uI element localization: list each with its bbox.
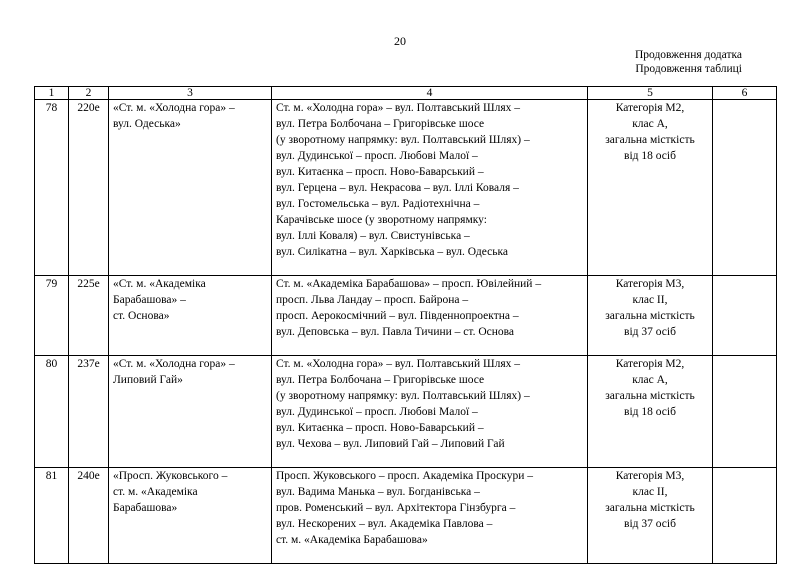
column-header: 5	[588, 87, 713, 100]
route-path-line: (у зворотному напрямку: вул. Полтавський Шлях) –	[276, 390, 530, 402]
table-continuation-label: Продовження таблиці	[635, 63, 742, 75]
route-path-line: вул. Гостомельська – вул. Радіотехнічна –	[276, 198, 480, 210]
route-name-cell	[109, 468, 272, 564]
route-name-cell	[109, 100, 272, 276]
vehicle-category-line: Категорія М2,	[615, 358, 685, 370]
vehicle-category-line: від 37 осіб	[624, 518, 676, 530]
routes-table	[34, 86, 777, 564]
route-path-line: вул. Китаєнка – просп. Ново-Баварський –	[276, 422, 484, 434]
route-path-cell	[272, 468, 588, 564]
route-path-line: вул. Дудинської – просп. Любові Малої –	[276, 406, 478, 418]
route-name-line: ст. м. «Академіка	[113, 486, 198, 498]
route-name-line: вул. Одеська»	[113, 118, 181, 130]
route-path-line: вул. Чехова – вул. Липовий Гай – Липовий Гай	[276, 438, 505, 450]
route-path-line: вул. Петра Болбочана – Григорівське шосе	[276, 118, 485, 130]
vehicle-category-cell	[588, 100, 713, 276]
route-path-line: вул. Силікатна – вул. Харківська – вул. Одеська	[276, 246, 509, 258]
vehicle-category-line: від 37 осіб	[624, 326, 676, 338]
route-name-line: «Ст. м. «Академіка	[113, 278, 206, 290]
vehicle-category-line: клас II,	[632, 294, 668, 306]
table-row	[35, 356, 777, 468]
route-number-cell: 225е	[69, 276, 109, 356]
table-header-row	[35, 87, 777, 100]
vehicle-category-cell	[588, 356, 713, 468]
column-header: 1	[35, 87, 69, 100]
note-cell	[713, 468, 777, 564]
row-number-cell: 80	[35, 356, 69, 468]
note-cell	[713, 356, 777, 468]
route-path-line: Ст. м. «Академіка Барабашова» – просп. Ювілейний –	[276, 278, 542, 290]
vehicle-category-line: Категорія М3,	[615, 470, 685, 482]
route-path-line: ст. м. «Академіка Барабашова»	[276, 534, 428, 546]
route-path-line: вул. Нескорених – вул. Академіка Павлова –	[276, 518, 493, 530]
route-path-line: Просп. Жуковського – просп. Академіка Проскури –	[276, 470, 533, 482]
vehicle-category-line: від 18 осіб	[624, 406, 676, 418]
route-path-cell	[272, 276, 588, 356]
route-path-line: вул. Вадима Манька – вул. Богданівська –	[276, 486, 480, 498]
route-path-line: вул. Китаєнка – просп. Ново-Баварський –	[276, 166, 484, 178]
vehicle-category-line: клас А,	[632, 118, 668, 130]
route-path-line: Карачівське шосе (у зворотному напрямку:	[276, 214, 487, 226]
route-name-line: Барабашова»	[113, 502, 178, 514]
column-header: 6	[713, 87, 777, 100]
route-path-line: вул. Герцена – вул. Некрасова – вул. Іллі Коваля –	[276, 182, 519, 194]
route-name-line: «Просп. Жуковського –	[113, 470, 228, 482]
route-path-cell	[272, 356, 588, 468]
route-path-line: просп. Аерокосмічний – вул. Південнопроектна –	[276, 310, 519, 322]
route-name-line: Барабашова» –	[113, 294, 186, 306]
route-number-cell: 220е	[69, 100, 109, 276]
appendix-continuation-label: Продовження додатка	[634, 49, 742, 61]
vehicle-category-line: Категорія М2,	[615, 102, 685, 114]
vehicle-category-line: від 18 осіб	[624, 150, 676, 162]
page-number: 20	[394, 34, 406, 48]
row-number-cell: 78	[35, 100, 69, 276]
vehicle-category-line: загальна місткість	[605, 390, 695, 402]
column-header: 3	[109, 87, 272, 100]
route-path-line: пров. Роменський – вул. Архітектора Гінзбурга –	[276, 502, 516, 514]
route-name-line: «Ст. м. «Холодна гора» –	[113, 358, 235, 370]
vehicle-category-cell	[588, 468, 713, 564]
route-name-cell	[109, 276, 272, 356]
table-row	[35, 100, 777, 276]
route-number-cell: 240е	[69, 468, 109, 564]
route-path-line: (у зворотному напрямку: вул. Полтавський Шлях) –	[276, 134, 530, 146]
route-number-cell: 237е	[69, 356, 109, 468]
vehicle-category-line: клас II,	[632, 486, 668, 498]
row-number-cell: 81	[35, 468, 69, 564]
route-name-cell	[109, 356, 272, 468]
route-name-line: Липовий Гай»	[113, 374, 183, 386]
note-cell	[713, 100, 777, 276]
column-header: 4	[272, 87, 588, 100]
note-cell	[713, 276, 777, 356]
route-path-line: вул. Деповська – вул. Павла Тичини – ст. Основа	[276, 326, 515, 338]
table-row	[35, 468, 777, 564]
route-path-line: Ст. м. «Холодна гора» – вул. Полтавський Шлях –	[276, 358, 520, 370]
vehicle-category-line: загальна місткість	[605, 134, 695, 146]
route-name-line: ст. Основа»	[113, 310, 170, 322]
route-path-line: вул. Іллі Коваля) – вул. Свистунівська –	[276, 230, 470, 242]
route-path-cell	[272, 100, 588, 276]
route-path-line: вул. Дудинської – просп. Любові Малої –	[276, 150, 478, 162]
column-header: 2	[69, 87, 109, 100]
route-path-line: Ст. м. «Холодна гора» – вул. Полтавський Шлях –	[276, 102, 520, 114]
vehicle-category-line: Категорія М3,	[615, 278, 685, 290]
row-number-cell: 79	[35, 276, 69, 356]
vehicle-category-line: загальна місткість	[605, 310, 695, 322]
vehicle-category-line: клас А,	[632, 374, 668, 386]
route-name-line: «Ст. м. «Холодна гора» –	[113, 102, 235, 114]
vehicle-category-cell	[588, 276, 713, 356]
route-path-line: просп. Льва Ландау – просп. Байрона –	[276, 294, 469, 306]
vehicle-category-line: загальна місткість	[605, 502, 695, 514]
table-row	[35, 276, 777, 356]
route-path-line: вул. Петра Болбочана – Григорівське шосе	[276, 374, 485, 386]
